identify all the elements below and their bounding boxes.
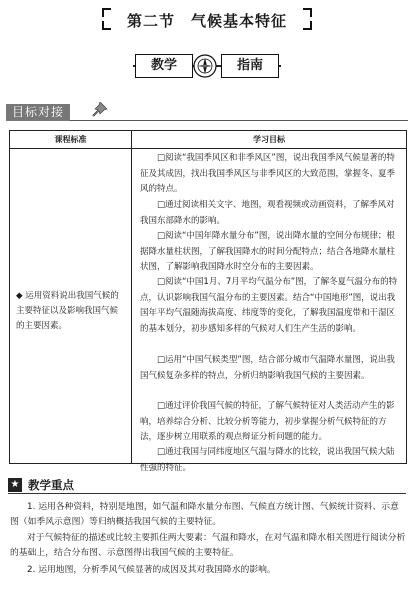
goal-item: □阅读“中国年降水量分布”图，说出降水量的空间分布规律；根据降水量柱状图，了解我国降水的时间分配特点；结合各地降水量柱状图，了解影响我国降水时空分布的主要因素。 <box>140 231 396 272</box>
goal-item: □通过我国与同纬度地区气温与降水的比较，说出我国气候大陆性强的特征。 <box>140 447 395 473</box>
goal-item: □阅读“中国1月、7月平均气温分布”图，了解冬夏气温分布的特点，认识影响我国气温分布的主要因素。结合“中国地形”图，说出我国年平均气温随海拔高度、纬度等的变化，了解我国温度带和干湿区的基本划分，初步感知多样的气候对人们生产生活的影响。 <box>140 277 398 334</box>
section-header-targets <box>6 104 408 122</box>
section-label: 目标对接 <box>6 104 70 121</box>
goals-cell <box>132 149 406 473</box>
standard-cell <box>10 149 132 463</box>
goal-item: □通过评价我国气候的特征，了解气候特征对人类活动产生的影响，培养综合分析、比较分析等能力，初步掌握分析气候特征的方法，逐步树立用联系的观点辩证分析问题的能力。 <box>140 401 395 442</box>
pushpin-icon <box>92 102 108 118</box>
key-point-paragraph: 对于气候特征的描述或比较主要抓住两大要素：气温和降水，在对气温和降水相关图进行阅读分析的基础上，结合分布图、示意图得出我国气候的主要特征。 <box>10 533 406 558</box>
table-header-goals: 学习目标 <box>132 131 406 149</box>
key-point-paragraph: 1. 运用各种资料，特别是地图，如气温和降水量分布图、气候直方统计图、气候统计资料、示意图（如季风示意图）等归纳概括我国气候的主要特征。 <box>10 502 399 527</box>
standard-text: ◆ 运用资料说出我国气候的主要特征以及影响我国气候的主要因素。 <box>16 291 119 331</box>
table-header-standard: 课程标准 <box>10 131 132 149</box>
section-title: 教学重点 <box>28 478 74 492</box>
key-point-paragraph: 2. 运用地图，分析季风气候显著的成因及其对我国降水的影响。 <box>27 565 276 575</box>
curriculum-goals-table <box>9 130 407 473</box>
compass-icon <box>193 54 217 78</box>
star-icon: ★ <box>8 478 22 492</box>
banner-label-right: 指南 <box>221 54 279 78</box>
title-frame <box>102 8 312 30</box>
teaching-guide-banner <box>133 54 281 78</box>
section-header-key-points <box>8 478 406 494</box>
banner-label-left: 教学 <box>135 54 193 78</box>
page-title: 第二节 气候基本特征 <box>126 12 287 30</box>
goal-item: □运用“中国气候类型”图，结合部分城市气温降水量图，说出我国气候复杂多样的特点，分析归纳影响我国气候的主要因素。 <box>140 355 395 381</box>
goal-item: □阅读“我国季风区和非季风区”图，说出我国季风气候显著的特征及其成因，找出我国季风区与非季风区的大致范围，掌握冬、夏季风的特点。 <box>140 153 396 194</box>
section-rule <box>8 493 406 494</box>
goal-item: □通过阅读相关文字、地图，观看视频或动画资料，了解季风对我国东部降水的影响。 <box>140 200 395 226</box>
